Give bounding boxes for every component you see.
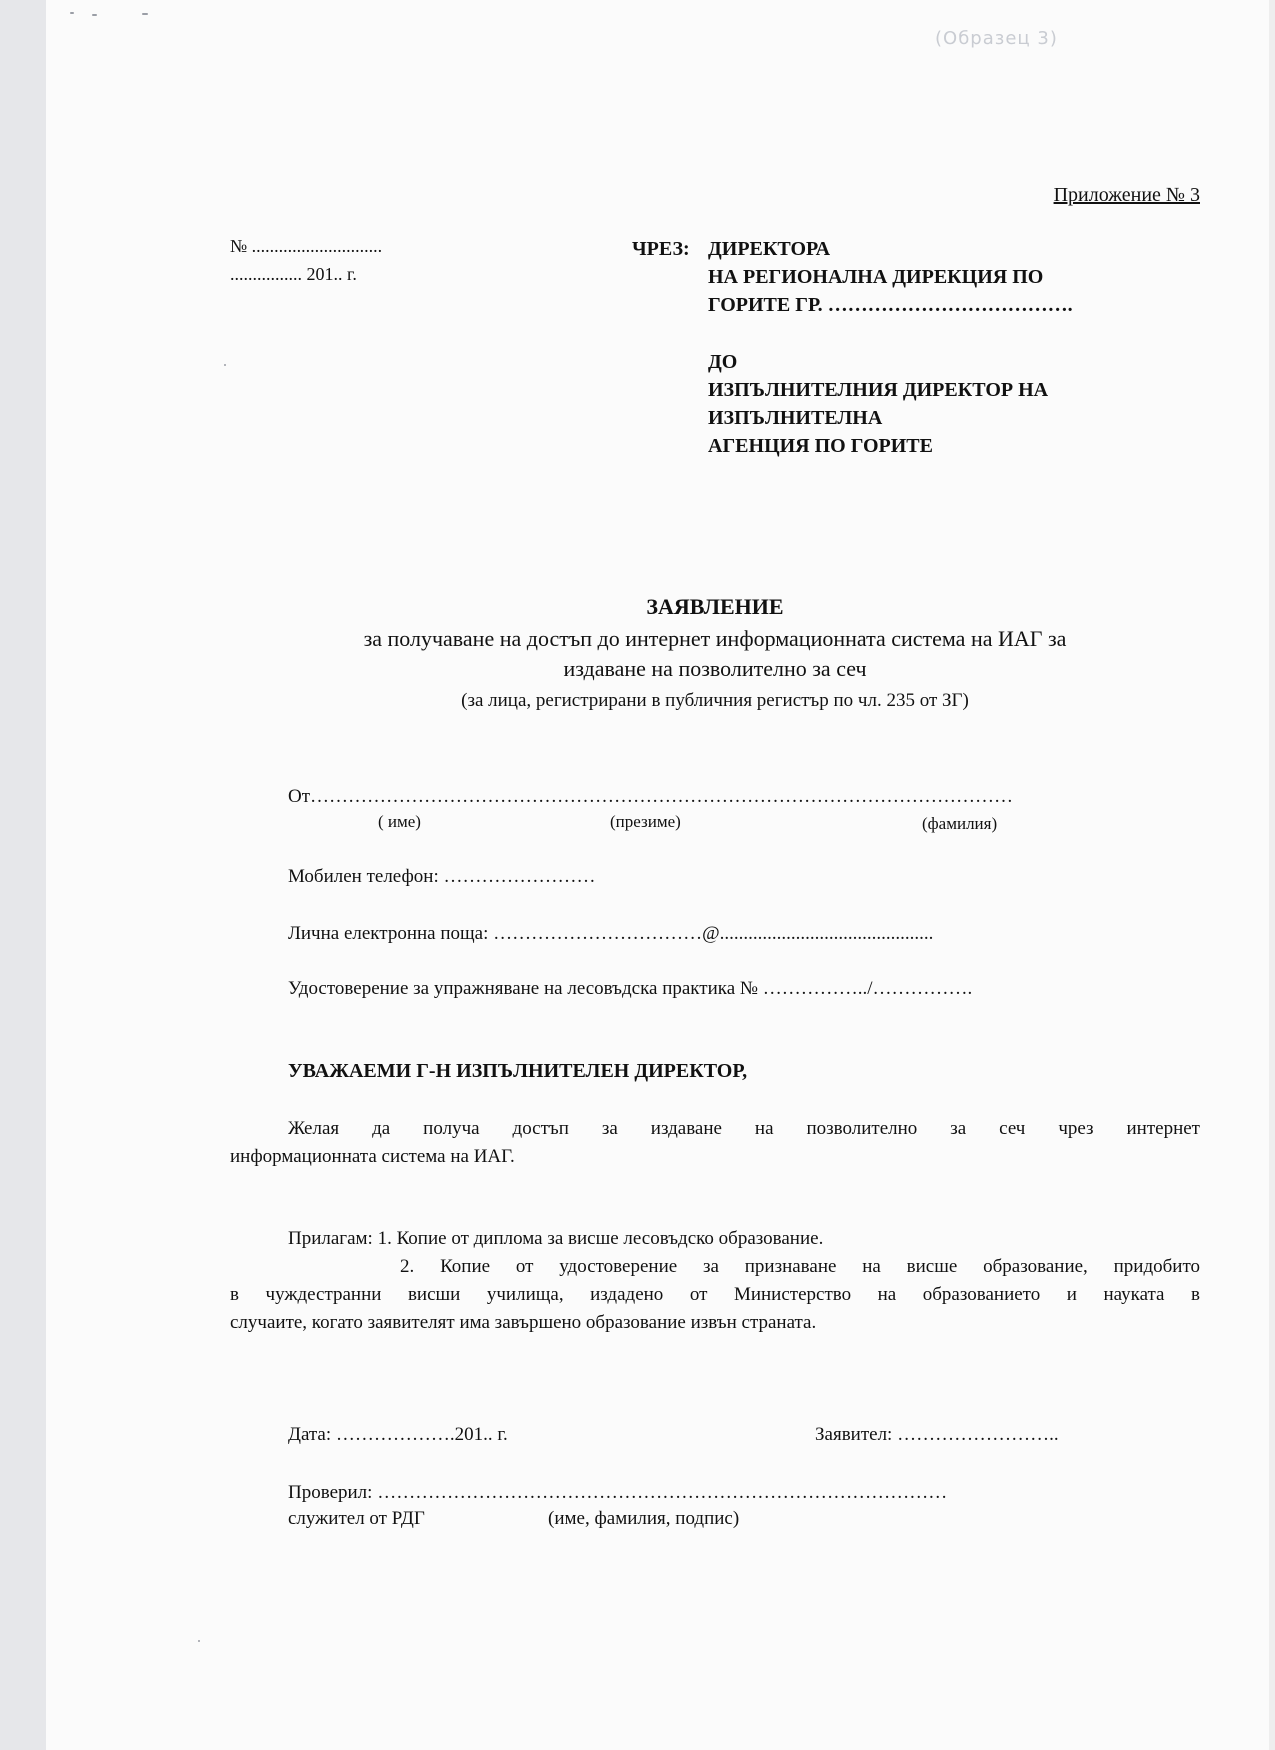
registration-date: ................ 201.. г. <box>230 264 357 284</box>
salutation: УВАЖАЕМИ Г-Н ИЗПЪЛНИТЕЛЕН ДИРЕКТОР, <box>288 1060 748 1082</box>
phone-field: Мобилен телефон: …………………… <box>288 866 596 887</box>
scan-edge-left <box>0 0 46 1750</box>
scan-edge-right <box>1269 0 1275 1750</box>
scan-speck <box>224 364 226 366</box>
to-line-1: ДО <box>708 351 738 373</box>
attachment-2-line-1: 2. Копие от удостоверение за признаване на висше образование, придобито <box>400 1256 1200 1277</box>
request-line-2: информационната система на ИАГ. <box>230 1146 515 1167</box>
via-line-1: ДИРЕКТОРА <box>708 238 831 260</box>
from-middle-name-hint: (презиме) <box>610 812 681 831</box>
scan-speck <box>92 14 97 16</box>
via-line-3: ГОРИТЕ ГР. ………………………………. <box>708 294 1073 316</box>
registration-number: № ............................. <box>230 236 383 256</box>
handwritten-mark: (Образец 3) <box>935 28 1058 49</box>
to-line-4: АГЕНЦИЯ ПО ГОРИТЕ <box>708 435 933 457</box>
via-label: ЧРЕЗ: <box>632 238 690 260</box>
scan-speck <box>70 12 74 14</box>
attachment-1: Прилагам: 1. Копие от диплома за висше лесовъдско образование. <box>288 1228 824 1249</box>
document-subtitle-1: за получаване на достъп до интернет информационната система на ИАГ за <box>363 626 1067 651</box>
email-field: Лична електронна поща: ……………………………@............................................. <box>288 923 934 944</box>
document-note: (за лица, регистрирани в публичния регистър по чл. 235 от ЗГ) <box>461 690 969 711</box>
via-line-2: НА РЕГИОНАЛНА ДИРЕКЦИЯ ПО <box>708 266 1044 288</box>
date-field: Дата: ……………….201.. г. <box>288 1424 508 1445</box>
applicant-field: Заявител: …………………….. <box>815 1424 1059 1445</box>
attachment-2-line-3: случаите, когато заявителят има завършено образование извън страната. <box>230 1312 817 1333</box>
employee-label: служител от РДГ <box>288 1508 425 1529</box>
scan-speck <box>142 13 148 15</box>
from-first-name-hint: ( име) <box>378 812 421 831</box>
annex-label: Приложение № 3 <box>1053 184 1200 206</box>
from-field: От………………………………………………………………………………………………… <box>288 786 1014 807</box>
to-line-2: ИЗПЪЛНИТЕЛНИЯ ДИРЕКТОР НА <box>708 379 1049 401</box>
scan-speck <box>198 1640 200 1642</box>
document-subtitle-2: издаване на позволително за сеч <box>563 656 867 681</box>
certificate-field: Удостоверение за упражняване на лесовъдска практика № ……………../……………. <box>288 978 973 999</box>
checked-by-field: Проверил: ……………………………………………………………………………… <box>288 1482 948 1503</box>
attachment-2-line-2: в чуждестранни висши училища, издадено от Министерство на образованието и науката в <box>230 1284 1200 1305</box>
request-line-1: Желая да получа достъп за издаване на позволително за сеч чрез интернет <box>288 1118 1200 1139</box>
from-last-name-hint: (фамилия) <box>922 814 998 833</box>
employee-signature-hint: (име, фамилия, подпис) <box>548 1508 740 1529</box>
document-title: ЗАЯВЛЕНИЕ <box>646 594 784 619</box>
to-line-3: ИЗПЪЛНИТЕЛНА <box>708 407 883 429</box>
